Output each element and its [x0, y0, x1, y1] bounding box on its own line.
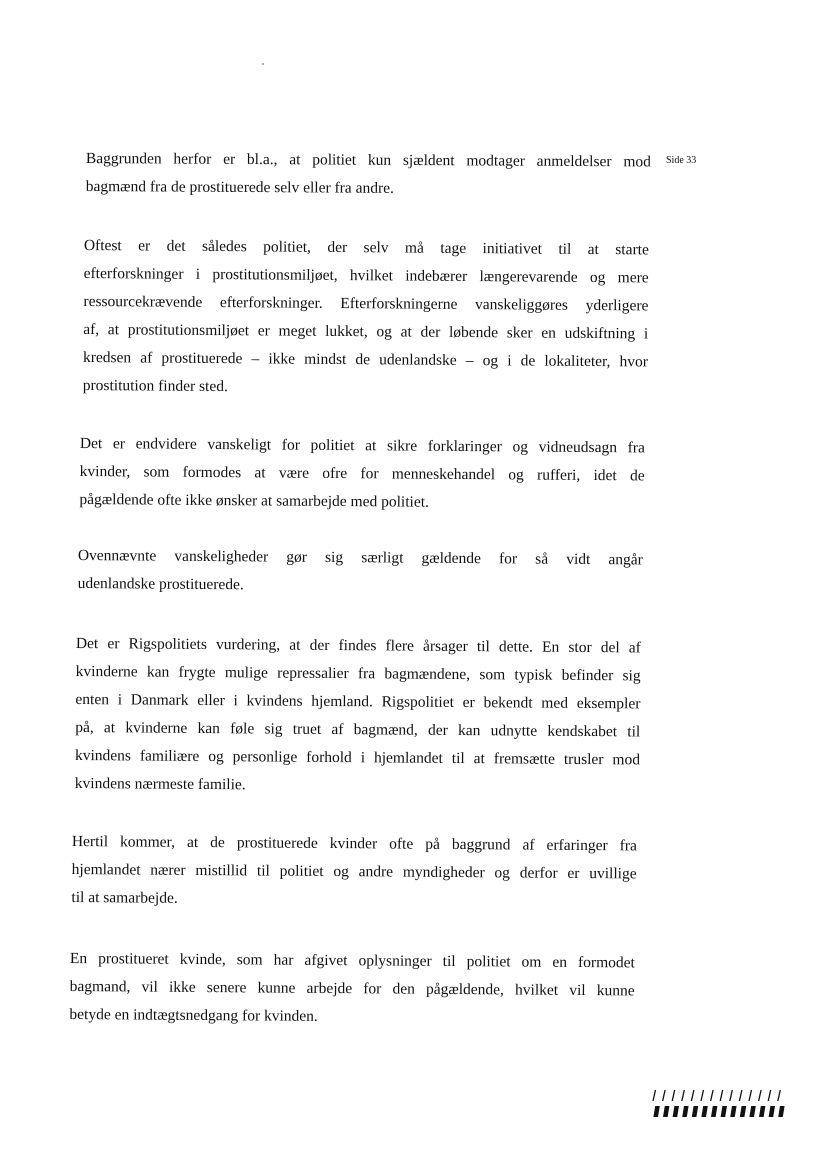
text-line: pågældende ofte ikke ønsker at samarbejde med politiet.: [79, 490, 430, 511]
text-line: Baggrunden herfor er bl.a., at politiet kun sjældent modtager anmeldelser mod: [85, 149, 651, 171]
barcode-stroke-thick: [653, 1106, 659, 1117]
barcode-stroke-thin: [768, 1090, 771, 1101]
barcode-mark: [650, 1088, 786, 1120]
text-line: Hertil kommer, at de prostituerede kvinder ofte på baggrund af erfaringer fra: [71, 832, 637, 855]
barcode-stroke-thick: [740, 1106, 746, 1117]
text-line: kvinder, som formodes at være ofre for menneskehandel og rufferi, idet de: [79, 462, 645, 485]
paragraph-4: [78, 542, 643, 602]
barcode-stroke-thick: [749, 1106, 755, 1117]
text-line: enten i Danmark eller i kvindens hjemland. Rigspolitiet er bekendt med eksempler: [75, 690, 641, 713]
barcode-stroke-thin: [778, 1090, 781, 1101]
text-line: prostitution finder sted.: [82, 376, 228, 396]
paragraph-7: [69, 945, 635, 1033]
text-line: bagmænd fra de prostituerede selv eller fra andre.: [85, 177, 394, 197]
barcode-stroke-thick: [730, 1106, 736, 1117]
barcode-stroke-thick: [673, 1106, 679, 1117]
barcode-stroke-thin: [701, 1090, 704, 1101]
paragraph-3: [79, 430, 645, 518]
text-line: kvindens nærmeste familie.: [74, 774, 246, 794]
text-line: Oftest er det således politiet, der selv må tage initiativet til at starte: [83, 236, 649, 259]
barcode-stroke-thick: [759, 1106, 765, 1117]
text-line: kvinderne kan frygte mulige repressalier fra bagmændene, som typisk befinder sig: [75, 662, 641, 685]
text-line: efterforskninger i prostitutionsmiljøet, hvilket indebærer længerevarende og mere: [83, 264, 649, 287]
text-line: kvindens familiære og personlige forhold i hjemlandet til at fremsætte trusler mod: [74, 746, 641, 769]
barcode-stroke-thin: [759, 1090, 762, 1101]
barcode-stroke-thick: [682, 1106, 688, 1117]
barcode-stroke-thick: [701, 1106, 707, 1117]
barcode-stroke-thin: [711, 1090, 714, 1101]
paragraph-1: [86, 145, 651, 204]
page-number: Side 33: [666, 155, 697, 166]
text-line: En prostitueret kvinde, som har afgivet oplysninger til politiet om en formodet: [69, 949, 635, 972]
barcode-stroke-thick: [663, 1106, 669, 1117]
barcode-stroke-thin: [749, 1090, 752, 1101]
text-line: til at samarbejde.: [71, 888, 178, 907]
text-line: bagmand, vil ikke senere kunne arbejde for den pågældende, hvilket vil kunne: [69, 977, 635, 1000]
barcode-stroke-thin: [682, 1090, 685, 1101]
text-line: Ovennævnte vanskeligheder gør sig særligt gældende for så vidt angår: [77, 546, 643, 569]
barcode-stroke-thick: [692, 1106, 698, 1117]
text-line: hjemlandet nærer mistillid til politiet og andre myndigheder og derfor er uvillige: [71, 860, 637, 883]
paragraph-2: [83, 232, 649, 404]
text-line: kredsen af prostituerede – ikke mindst de udenlandske – og i de lokaliteter, hvor: [82, 348, 649, 371]
text-line: ressourcekrævende efterforskninger. Efterforskningerne vanskeliggøres yderligere: [83, 292, 649, 315]
paragraph-6: [71, 828, 637, 916]
barcode-stroke-thick: [778, 1106, 784, 1117]
barcode-stroke-thin: [672, 1090, 675, 1101]
barcode-stroke-thick: [721, 1106, 727, 1117]
text-line: på, at kvinderne kan føle sig truet af bagmænd, der kan udnytte kendskabet til: [75, 718, 641, 741]
barcode-stroke-thick: [711, 1106, 717, 1117]
text-line: udenlandske prostituerede.: [77, 574, 244, 594]
text-line: betyde en indtægtsnedgang for kvinden.: [69, 1005, 318, 1025]
barcode-stroke-thin: [663, 1090, 666, 1101]
barcode-stroke-thin: [653, 1090, 656, 1101]
barcode-stroke-thick: [769, 1106, 775, 1117]
barcode-stroke-thin: [720, 1090, 723, 1101]
text-line: Det er endvidere vanskeligt for politiet at sikre forklaringer og vidneudsagn fra: [79, 434, 645, 457]
text-line: af, at prostitutionsmiljøet er meget lukket, og at der løbende sker en udskiftning i: [83, 320, 649, 343]
scan-speck: [262, 63, 264, 65]
text-line: Det er Rigspolitiets vurdering, at der findes flere årsager til dette. En stor del af: [75, 634, 641, 657]
paragraph-5: [75, 630, 641, 802]
barcode-stroke-thin: [730, 1090, 733, 1101]
barcode-stroke-thin: [739, 1090, 742, 1101]
barcode-stroke-thin: [691, 1090, 694, 1101]
